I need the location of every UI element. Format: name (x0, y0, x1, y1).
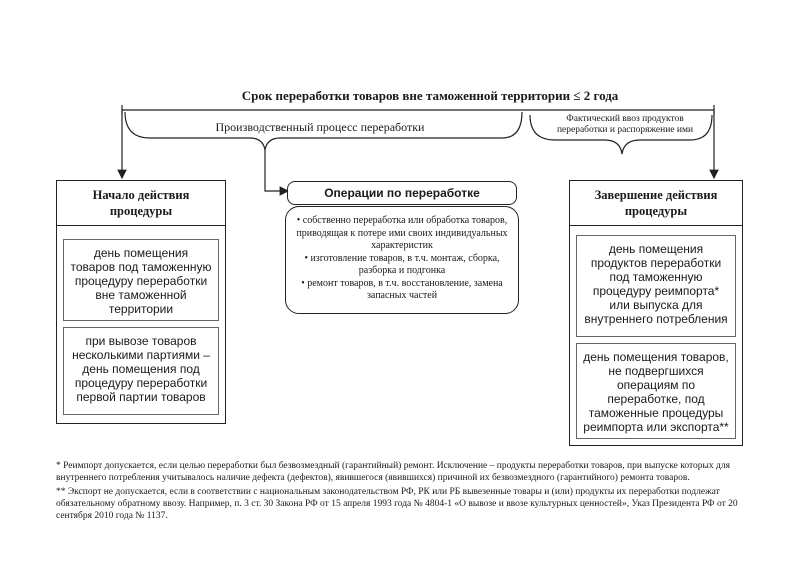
start-item-2: при вывозе товаров несколькими партиями – день помещения под процедуру переработки первой партии товаров (63, 327, 219, 415)
footnotes (56, 460, 756, 524)
diagram-title: Срок переработки товаров вне таможенной территории ≤ 2 года (241, 88, 619, 103)
start-item-1: день помещения товаров под таможенную процедуру переработки вне таможенной территории (63, 239, 219, 321)
footnote-reimport: * Реимпорт допускается, если целью переработки был безвозмездный (гарантийный) ремонт. Исключение – продукты переработки товаров, при выпуске которых для внутреннего потребления учитывалось наличие дефекта (дефектов), явившегося (явившихся) причиной их безвозмездного (гарантийного) ремонта товаров. (56, 461, 730, 483)
operations-heading: Операции по переработке (287, 181, 517, 205)
import-disposal-label: Фактический ввоз продуктов переработки и распоряжение ими (556, 114, 694, 135)
start-procedure-box (56, 180, 226, 424)
operation-item: • собственно переработка или обработка товаров, приводящая к потере ими своих индивидуальных характеристик (296, 215, 508, 251)
operation-item: • изготовление товаров, в т.ч. монтаж, сборка, разборка и подгонка (304, 252, 500, 276)
start-procedure-heading: Начало действия процедуры (57, 181, 225, 226)
end-procedure-heading: Завершение действия процедуры (570, 181, 742, 226)
production-process-label: Производственный процесс переработки (215, 120, 425, 134)
operation-item: • ремонт товаров, в т.ч. восстановление, замена запасных частей (301, 277, 503, 301)
end-procedure-box (569, 180, 743, 446)
end-item-2: день помещения товаров, не подвергшихся операциям по переработке, под таможенные процедуры реимпорта или экспорта** (576, 343, 736, 439)
operations-box (285, 206, 519, 314)
footnote-export: ** Экспорт не допускается, если в соответствии с национальным законодательством РФ, РК или РБ вывезенные товары и (или) продукты их переработки подлежат обязательному обратному ввозу. Например, п. 3 ст. 30 Закона РФ от 15 апреля 1993 года № 4804-1 «О вывозе и ввозе культурных ценностей», Указ Президента РФ от 20 сентября 2010 года № 1137. (56, 487, 738, 521)
end-item-1: день помещения продуктов переработки под таможенную процедуру реимпорта* или выпуска для внутреннего потребления (576, 235, 736, 337)
